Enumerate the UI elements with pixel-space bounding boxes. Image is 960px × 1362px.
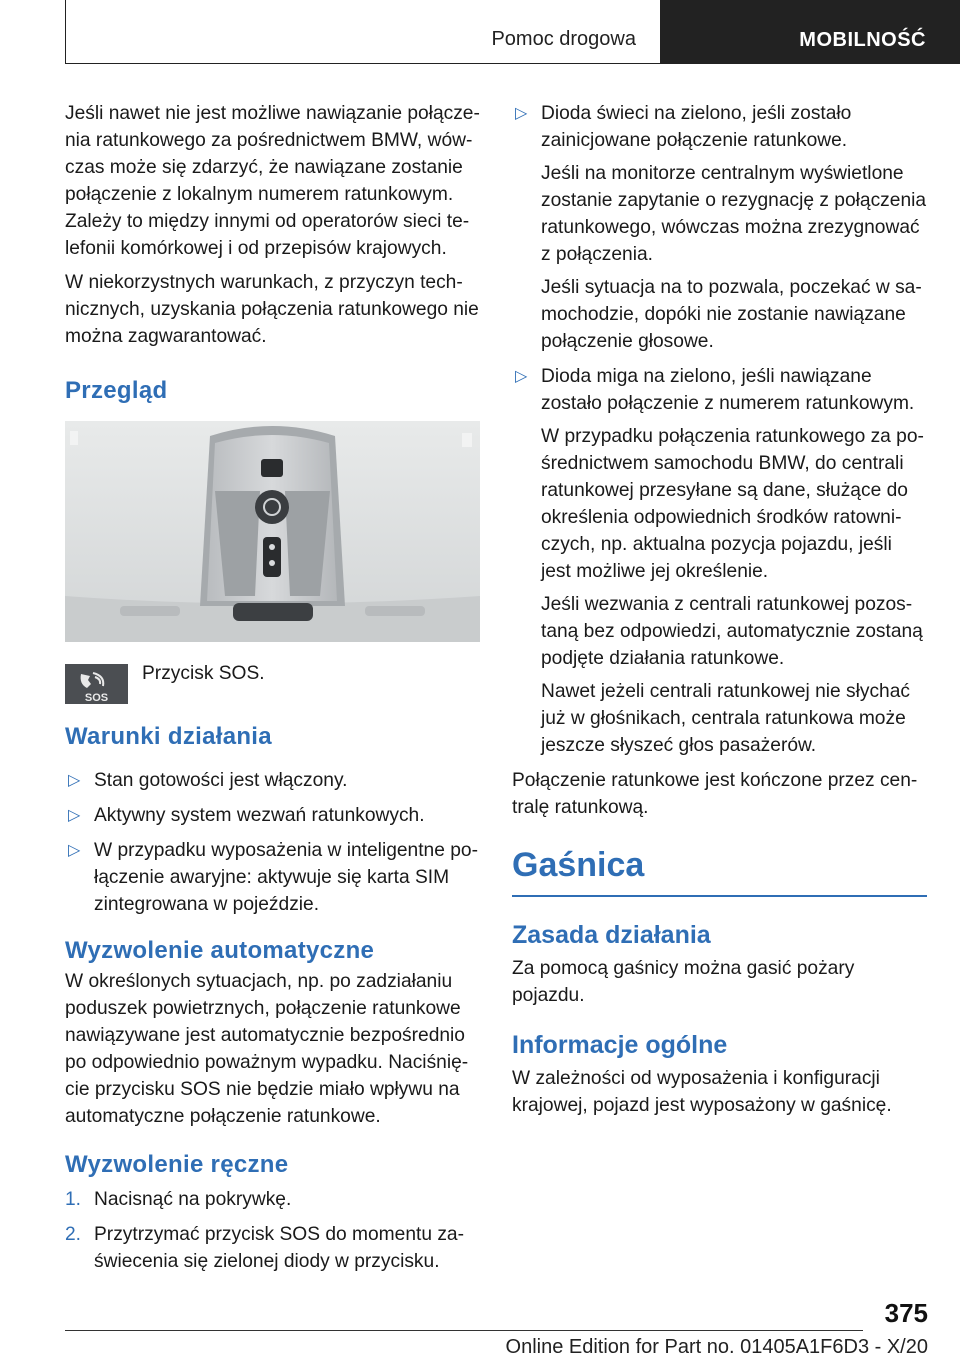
triangle-bullet-icon: ▷ [68, 772, 81, 789]
principle-text: Za pomocą gaśnicy można gasić pożary pojazdu. [512, 958, 855, 1006]
triangle-bullet-icon: ▷ [68, 842, 81, 859]
sos-button-icon [65, 664, 128, 704]
conditions-list [65, 767, 480, 918]
list-item-text: Dioda miga na zielono, jeśli nawiązane zostało połączenie z numerem ratunkowym. [541, 366, 915, 414]
auto-trigger-text: W określonych sytuacjach, np. po zadziałaniu poduszek powietrznych, połączenie ratunkowe nawiązywane jest automatycznie bezpośrednio po odpowiednio poważnym wypadku. Naciśnięcie przycisku SOS nie będzie miało wpływu na automatyczne połączenie ratunkowe. [65, 971, 469, 1127]
header-rule [65, 63, 663, 64]
footer-rule [65, 1330, 863, 1331]
edition-note: Online Edition for Part no. 01405A1F6D3 - X/20 [505, 1336, 928, 1358]
step-item [65, 1186, 480, 1213]
step-number: 1. [65, 1189, 82, 1210]
general-info-text: W zależności od wyposażenia i konfiguracji krajowej, pojazd jest wyposażony w gaśnicę. [512, 1068, 892, 1116]
conditions-paragraph: W niekorzystnych warunkach, z przyczyn technicznych, uzyskania połączenia ratunkowego nie można zagwarantować. [65, 272, 479, 347]
list-item-note: Jeśli wezwania z centrali ratunkowej pozostaną bez odpowiedzi, automatycznie zostaną podjęte działania ratunkowe. [541, 594, 923, 669]
section-title: Pomoc drogowa [491, 28, 636, 50]
page-number: 375 [884, 1298, 928, 1328]
general-info-heading: Informacje ogólne [512, 1031, 728, 1059]
list-item-note: Jeśli sytuacja na to pozwala, poczekać w samochodzie, dopóki nie zostanie nawiązane połączenie głosowe. [541, 277, 922, 352]
step-item [65, 1221, 480, 1275]
list-item-text: Aktywny system wezwań ratunkowych. [94, 805, 425, 826]
intro-paragraph: Jeśli nawet nie jest możliwe nawiązanie połączenia ratunkowego za pośrednictwem BMW, wówczas może się zdarzyć, że nawiązane zostanie połączenie z lokalnym numerem ratunkowym. Zależy to między innymi od operatorów sieci telefonii komórkowej i od przepisów krajowych. [65, 103, 480, 259]
manual-steps [65, 1186, 480, 1275]
list-item [512, 100, 927, 355]
led-status-list [512, 100, 927, 759]
list-item [512, 363, 927, 759]
left-column [65, 100, 480, 1283]
list-item-text: Stan gotowości jest włączony. [94, 770, 348, 791]
list-item-note: Jeśli na monitorze centralnym wyświetlone zostanie zapytanie o rezygnację z połączenia ratunkowego, wówczas można zrezygnować z połączenia. [541, 163, 927, 265]
extinguisher-title: Gaśnica [512, 845, 927, 897]
auto-trigger-heading: Wyzwolenie automatyczne [65, 937, 375, 964]
right-column [512, 100, 927, 1126]
principle-heading: Zasada działania [512, 921, 711, 949]
step-number: 2. [65, 1224, 82, 1245]
list-item [65, 837, 480, 918]
sos-legend [65, 660, 480, 716]
chapter-tab [660, 0, 960, 64]
list-item-note: Nawet jeżeli centrali ratunkowej nie słychać już w głośnikach, centrala ratunkowa może jeszcze słyszeć głos pasażerów. [541, 681, 910, 756]
list-item [65, 802, 480, 829]
step-text: Przytrzymać przycisk SOS do momentu zaświecenia się zielonej diody w przycisku. [94, 1224, 464, 1272]
end-call-paragraph: Połączenie ratunkowe jest kończone przez centralę ratunkową. [512, 770, 918, 818]
sos-console-photo [65, 421, 480, 642]
list-item-note: W przypadku połączenia ratunkowego za pośrednictwem samochodu BMW, do centrali ratunkowej przesyłane są dane, służące do określenia odpowiednich środków ratowniczych, np. aktualna pozycja pojazdu, jeśli jest możliwe jej określenie. [541, 426, 924, 582]
list-item-text: W przypadku wyposażenia w inteligentne połączenie awaryjne: aktywuje się karta SIM zintegrowana w pojeździe. [94, 840, 478, 915]
triangle-bullet-icon: ▷ [68, 807, 81, 824]
sos-icon-label: SOS [84, 692, 109, 704]
chapter-title: MOBILNOŚĆ [799, 29, 926, 51]
overview-heading: Przegląd [65, 377, 168, 404]
triangle-bullet-icon: ▷ [515, 105, 528, 122]
sos-caption: Przycisk SOS. [142, 663, 265, 684]
step-text: Nacisnąć na pokrywkę. [94, 1189, 292, 1210]
list-item-text: Dioda świeci na zielono, jeśli zostało zainicjowane połączenie ratunkowe. [541, 103, 852, 151]
triangle-bullet-icon: ▷ [515, 368, 528, 385]
manual-trigger-heading: Wyzwolenie ręczne [65, 1151, 289, 1178]
list-item [65, 767, 480, 794]
conditions-heading: Warunki działania [65, 723, 272, 750]
